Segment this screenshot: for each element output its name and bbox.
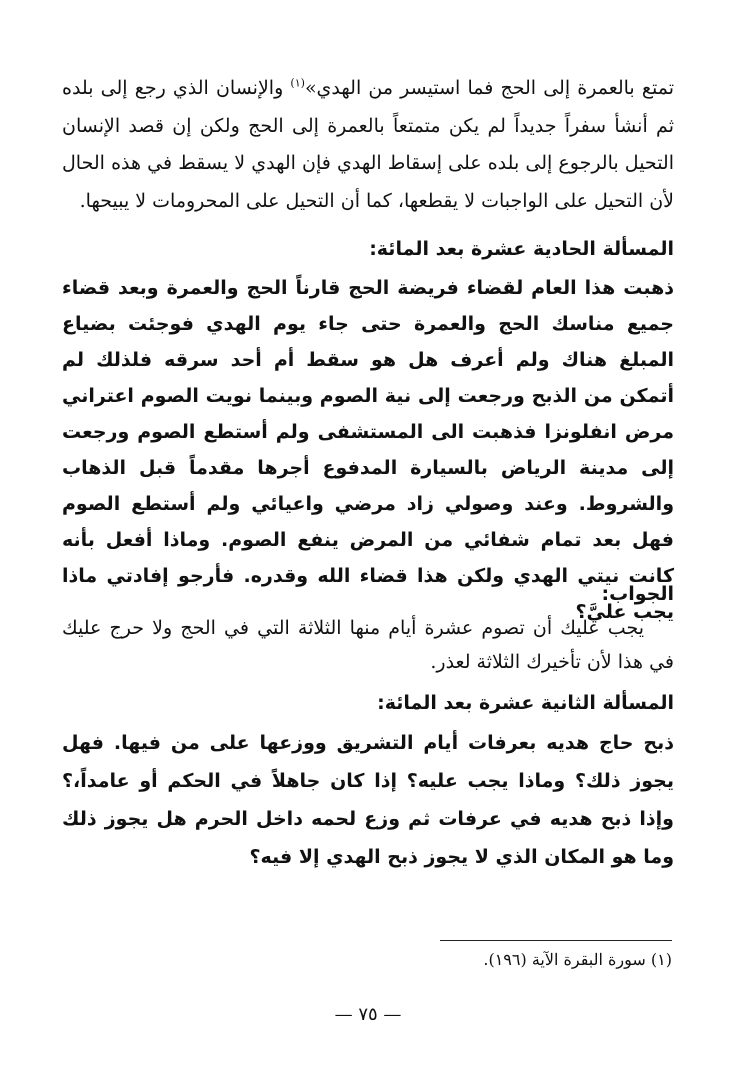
answer-heading: الجواب: — [601, 583, 674, 605]
intro-paragraph — [62, 70, 674, 220]
footnote-ref-mark: (١) — [290, 76, 305, 90]
footnote: (١) سورة البقرة الآية (١٩٦). — [483, 950, 672, 969]
answer-block — [62, 583, 674, 679]
question-112-heading: المسألة الثانية عشرة بعد المائة: — [377, 692, 674, 714]
question-112-block — [62, 692, 674, 895]
intro-paragraph-block — [62, 70, 674, 220]
intro-text-before-ref: تمتع بالعمرة إلى الحج فما استيسر من الهدي» — [304, 77, 674, 99]
intro-text-after-ref: والإنسان الذي رجع إلى بلده ثم أنشأ سفراً جديداً لم يكن متمتعاً بالعمرة إلى الحج ولكن إن قصد الإنسان التحيل بالرجوع إلى بلده على إسقاط الهدي فإن الهدي لا يسقط في هذه الحال لأن التحيل على الواجبات لا يقطعها، كما أن التحيل على المحرومات لا يبيحها. — [62, 77, 675, 212]
question-111-text: ذهبت هذا العام لقضاء فريضة الحج قارناً الحج والعمرة وبعد قضاء جميع مناسك الحج والعمرة حتى جاء يوم الهدي فوجئت بضياع المبلغ هناك ولم أعرف هل هو سقط أم أحد سرقه فلذلك لم أتمكن من الذبح ورجعت إلى نية الصوم وبينما نويت الصوم اعتراني مرض انفلونزا فذهبت الى المستشفى ولم أستطع الصوم ورجعت إلى مدينة الرياض بالسيارة المدفوع أجرها مقدماً قبل الذهاب والشروط. وعند وصولي زاد مرضي واعيائي ولم أستطع الصوم فهل بعد تمام شفائي من المرض ينفع الصوم. وماذا أفعل بأنه كانت نيتي الهدي ولكن هذا قضاء الله وقدره. فأرجو إفادتي ماذا يجب عليَّ؟ — [62, 277, 674, 623]
question-111-heading: المسألة الحادية عشرة بعد المائة: — [369, 238, 674, 260]
question-112-text: ذبح حاج هديه بعرفات أيام التشريق ووزعها على من فيها. فهل يجوز ذلك؟ وماذا يجب عليه؟ إذا كان جاهلاً في الحكم أو عامداً،؟ وإذا ذبح هديه في عرفات ثم وزع لحمه داخل الحرم هل يجوز ذلك وما هو المكان الذي لا يجوز ذبح الهدي إلا فيه؟ — [62, 732, 674, 868]
page-number: — ٧٥ — — [334, 1004, 402, 1025]
footnote-divider — [440, 940, 672, 941]
answer-text: يجب عليك أن تصوم عشرة أيام منها الثلاثة التي في الحج ولا حرج عليك في هذا لأن تأخيرك الثلاثة لعذر. — [62, 617, 674, 673]
